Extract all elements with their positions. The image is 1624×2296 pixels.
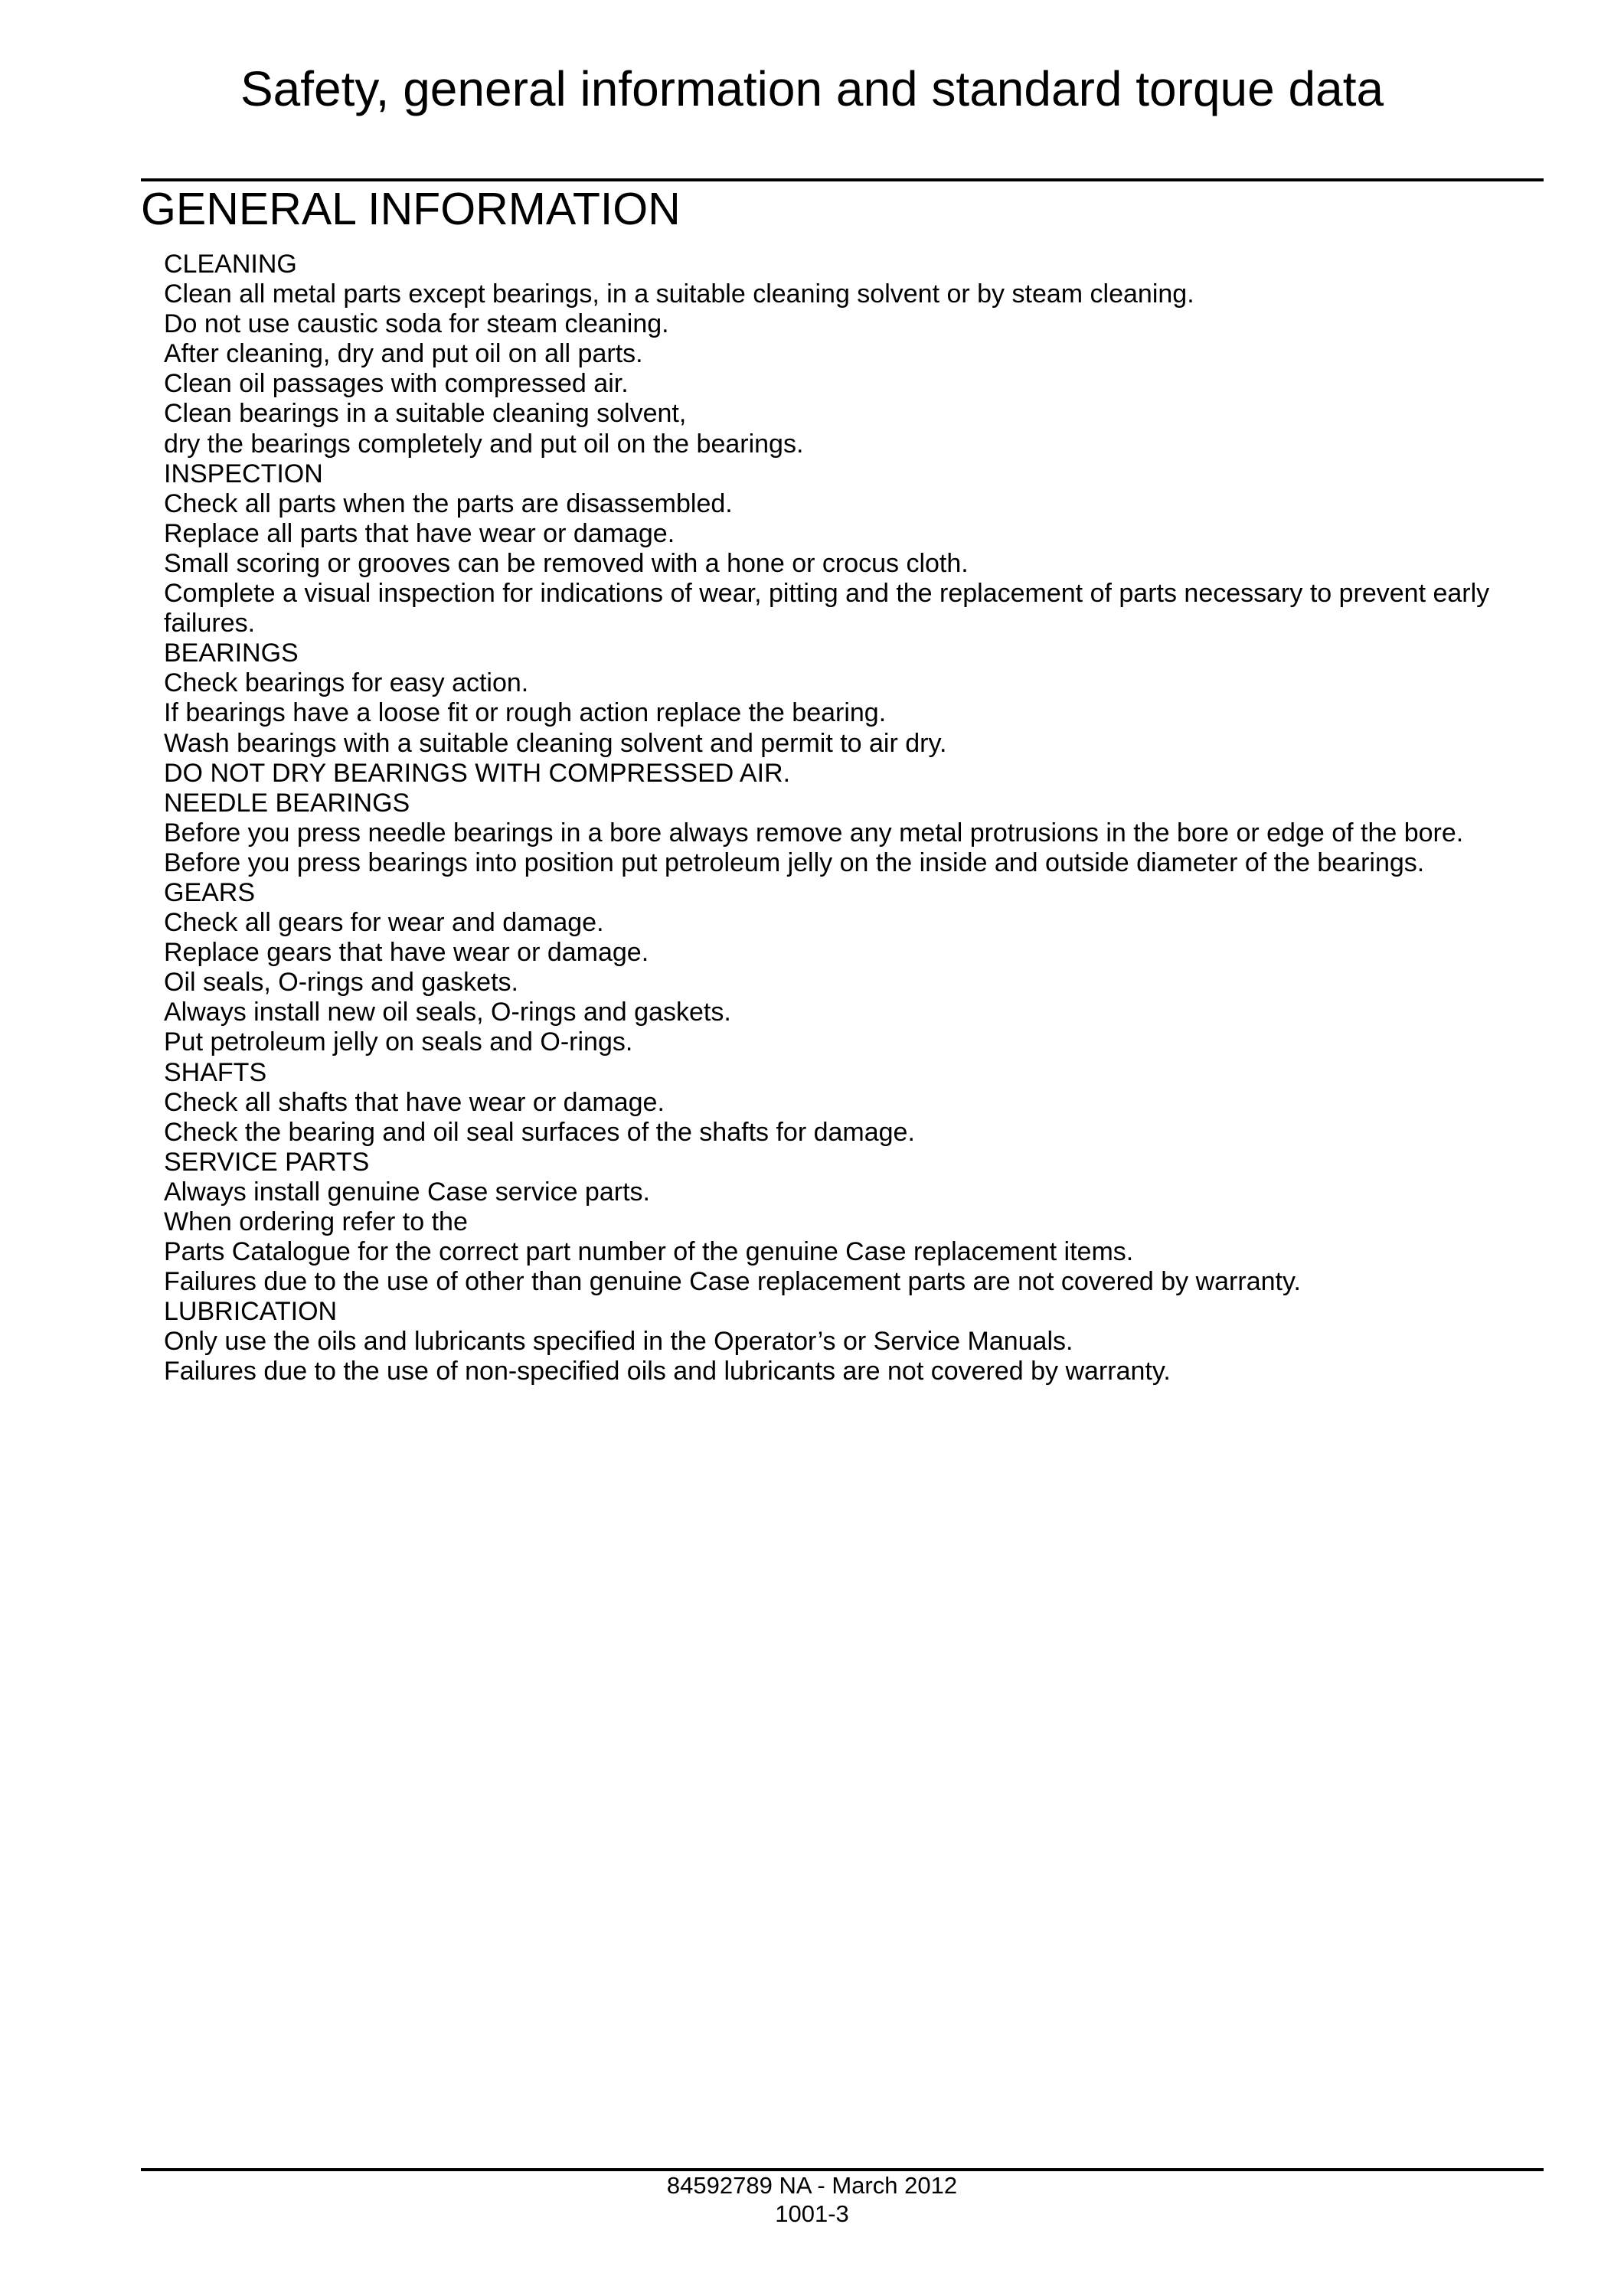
text-line: dry the bearings completely and put oil on the bearings. — [164, 429, 804, 459]
text-line: If bearings have a loose fit or rough action replace the bearing. — [164, 698, 887, 728]
text-line: Clean all metal parts except bearings, in a suitable cleaning solvent or by steam cleaning. — [164, 279, 1194, 309]
text-line: After cleaning, dry and put oil on all parts. — [164, 339, 643, 369]
text-line: Failures due to the use of non-specified oils and lubricants are not covered by warranty. — [164, 1357, 1171, 1386]
text-line: Do not use caustic soda for steam cleaning. — [164, 309, 669, 339]
footer-page-number: 1001-3 — [775, 2200, 849, 2227]
page-title: Safety, general information and standard torque data — [240, 61, 1384, 116]
section-heading: GENERAL INFORMATION — [141, 184, 681, 234]
text-line: Replace all parts that have wear or damage. — [164, 518, 675, 548]
text-line: Only use the oils and lubricants specified in the Operator’s or Service Manuals. — [164, 1327, 1073, 1357]
text-line: GEARS — [164, 877, 256, 907]
text-line: SERVICE PARTS — [164, 1147, 370, 1177]
text-line: Check all shafts that have wear or damage. — [164, 1087, 665, 1117]
text-line: failures. — [164, 609, 256, 639]
text-line: CLEANING — [164, 250, 297, 279]
text-line: INSPECTION — [164, 459, 323, 488]
text-line: BEARINGS — [164, 639, 299, 668]
footer-document-ref: 84592789 NA - March 2012 — [666, 2172, 958, 2199]
text-line: Always install genuine Case service parts. — [164, 1177, 650, 1207]
text-line: LUBRICATION — [164, 1297, 338, 1327]
text-line: Check all parts when the parts are disassembled. — [164, 488, 733, 518]
text-line: Put petroleum jelly on seals and O-rings. — [164, 1027, 633, 1057]
text-line: Check all gears for wear and damage. — [164, 908, 604, 938]
text-line: Before you press needle bearings in a bore always remove any metal protrusions in the bore or edge of the bore. — [164, 818, 1464, 848]
text-line: Always install new oil seals, O-rings and gaskets. — [164, 998, 731, 1027]
text-line: DO NOT DRY BEARINGS WITH COMPRESSED AIR. — [164, 758, 791, 788]
text-line: Failures due to the use of other than genuine Case replacement parts are not covered by warranty. — [164, 1267, 1301, 1297]
text-line: Complete a visual inspection for indications of wear, pitting and the replacement of parts necessary to prevent early — [164, 579, 1490, 609]
text-line: SHAFTS — [164, 1057, 267, 1087]
text-line: Wash bearings with a suitable cleaning solvent and permit to air dry. — [164, 728, 947, 758]
text-line: Clean bearings in a suitable cleaning solvent, — [164, 399, 687, 429]
text-line: Replace gears that have wear or damage. — [164, 938, 649, 968]
text-line: Clean oil passages with compressed air. — [164, 369, 629, 399]
body-text — [164, 250, 1546, 1387]
text-line: Small scoring or grooves can be removed with a hone or crocus cloth. — [164, 548, 969, 578]
text-line: Oil seals, O-rings and gaskets. — [164, 968, 518, 998]
text-line: Check the bearing and oil seal surfaces of the shafts for damage. — [164, 1117, 915, 1147]
text-line: Parts Catalogue for the correct part number of the genuine Case replacement items. — [164, 1237, 1134, 1267]
text-line: Before you press bearings into position put petroleum jelly on the inside and outside diameter of the bearings. — [164, 848, 1425, 877]
text-line: Check bearings for easy action. — [164, 668, 529, 698]
text-line: When ordering refer to the — [164, 1207, 468, 1236]
text-line: NEEDLE BEARINGS — [164, 788, 410, 818]
